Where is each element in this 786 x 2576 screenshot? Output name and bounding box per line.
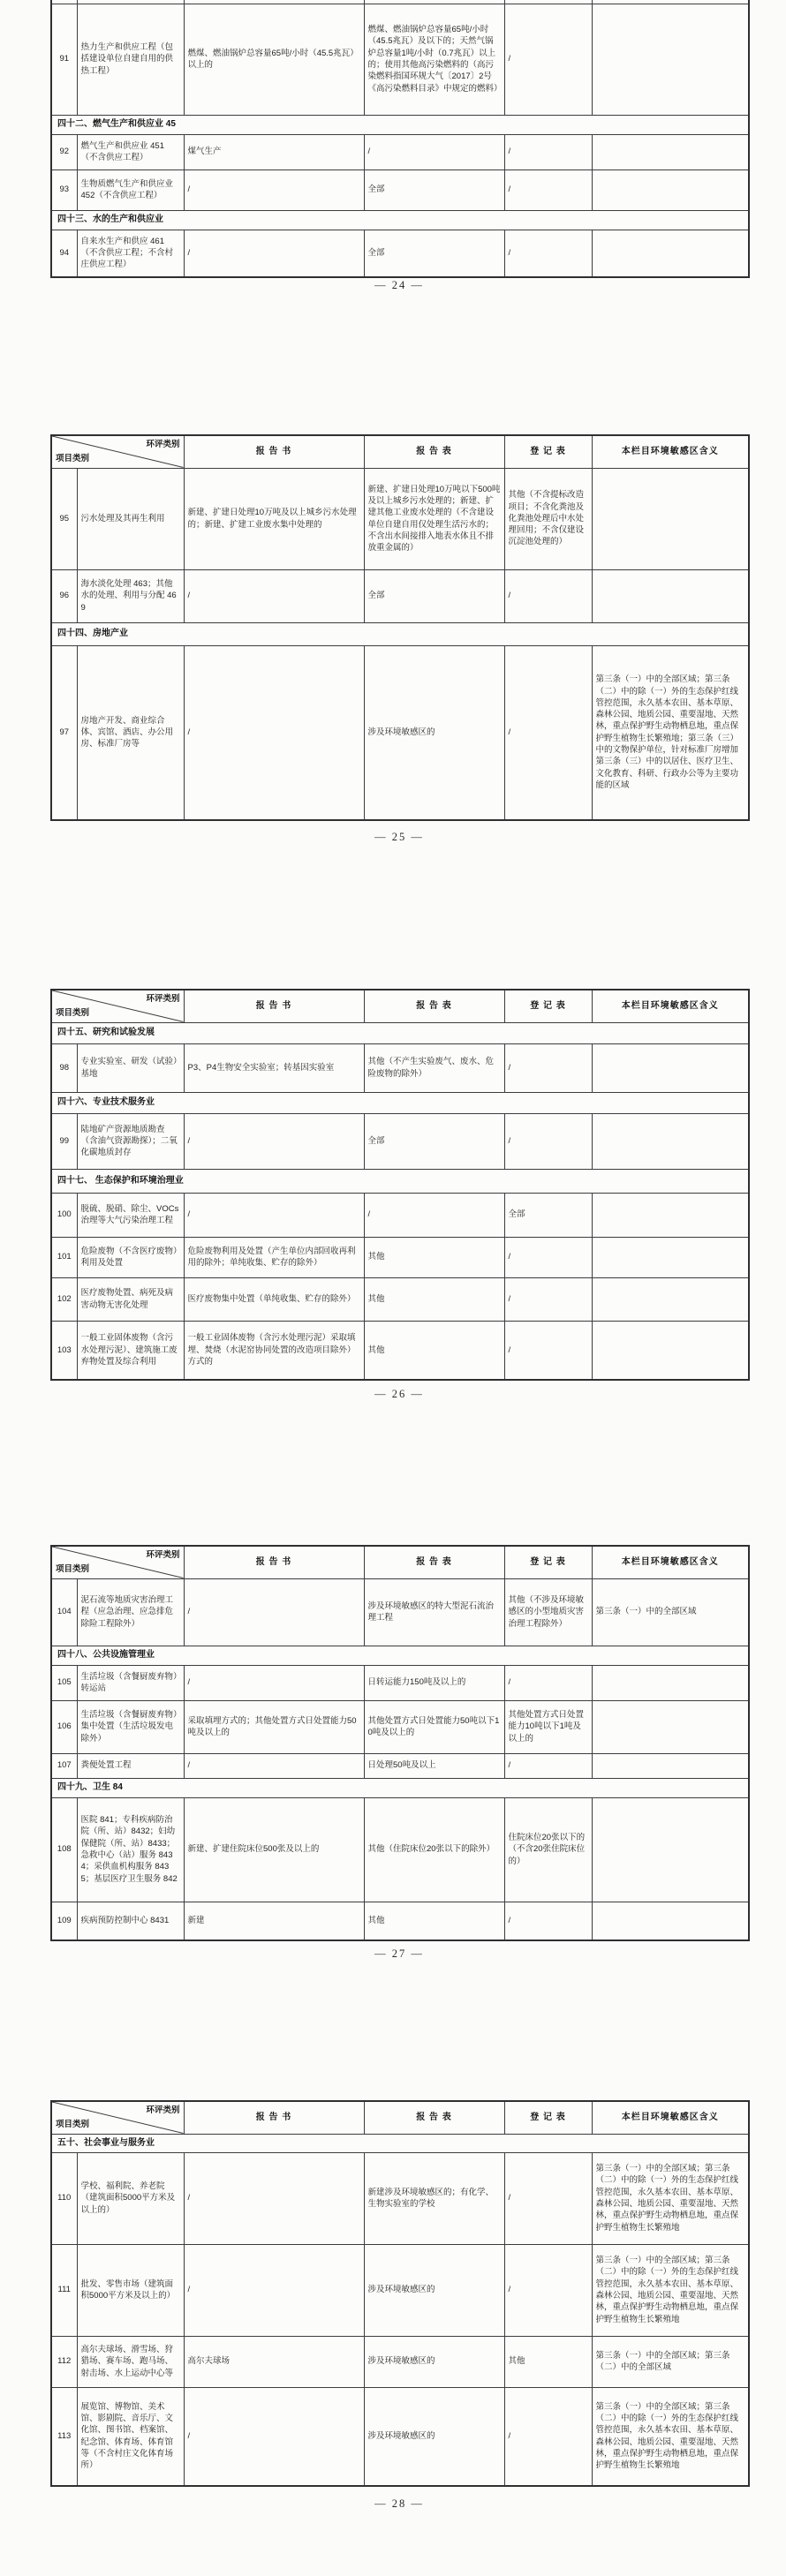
- row-number-cell: 97: [51, 645, 77, 820]
- row-number-cell: 102: [51, 1277, 77, 1321]
- project-category-cell: 自来水生产和供应 461（不含供应工程；不含村庄供应工程）: [77, 230, 184, 277]
- section-header-row: [51, 2134, 749, 2152]
- report-book-cell: 一般工业固体废物（含污水处理污泥）采取填埋、焚烧（水泥窑协同处置的改造项目除外）方式的: [184, 1321, 364, 1380]
- registration-form-cell: /: [504, 1902, 592, 1940]
- section-header-label: 四十五、研究和试验发展: [51, 1022, 749, 1043]
- report-form-cell: 全部: [364, 230, 504, 277]
- row-number-cell: 106: [51, 1700, 77, 1753]
- sensitive-area-meaning-cell: 第三条（一）中的全部区域；第三条（二）中的除（一）外的生态保护红线管控范围，永久基本农田、基本草原、森林公园、地质公园、重要湿地、天然林，重点保护野生动物栖息地，重点保护野生植物生长繁殖地: [592, 2152, 749, 2244]
- sensitive-area-meaning-cell: [592, 1113, 749, 1169]
- table-row: [51, 2336, 749, 2387]
- diagonal-header-cell: [51, 435, 184, 468]
- table-row: [51, 1237, 749, 1277]
- project-category-cell: 泥石流等地质灾害治理工程（应急治理、应急排危除险工程除外）: [77, 1578, 184, 1646]
- project-category-cell: 陆地矿产资源地质勘查（含油气资源勘探）；二氧化碳地质封存: [77, 1113, 184, 1169]
- project-category-cell: 医疗废物处置、病死及病害动物无害化处理: [77, 1277, 184, 1321]
- registration-form-cell: /: [504, 1665, 592, 1700]
- report-book-cell: 新建: [184, 1902, 364, 1940]
- table-row: [51, 1113, 749, 1169]
- table-row: [51, 1753, 749, 1778]
- registration-form-cell: 其他处置方式日处置能力10吨以下1吨及以上的: [504, 1700, 592, 1753]
- sensitive-area-meaning-cell: [592, 1193, 749, 1237]
- sensitive-area-meaning-cell: 第三条（一）中的全部区域；第三条（二）中的全部区域: [592, 2336, 749, 2387]
- eia-category-table-page-26: [50, 989, 750, 1381]
- registration-form-header: 登 记 表: [504, 1546, 592, 1578]
- sensitive-area-meaning-cell: 第三条（一）中的全部区域；第三条（二）中的除（一）外的生态保护红线管控范围，永久基本农田、基本草原、森林公园、地质公园、重要湿地、天然林，重点保护野生动物栖息地，重点保护野生植物生长繁殖地: [592, 2244, 749, 2336]
- section-header-label: 四十八、公共设施管理业: [51, 1646, 749, 1665]
- table-row: [51, 1700, 749, 1753]
- section-header-row: [51, 1778, 749, 1797]
- report-form-cell: 日转运能力150吨及以上的: [364, 1665, 504, 1700]
- report-form-header: 报 告 表: [364, 1546, 504, 1578]
- eia-category-table-page-28: [50, 2100, 750, 2487]
- report-book-header: 报 告 书: [184, 990, 364, 1022]
- table-header-row: [51, 435, 749, 468]
- sensitive-area-meaning-cell: [592, 169, 749, 210]
- sensitive-area-meaning-cell: [592, 1321, 749, 1380]
- report-book-cell: /: [184, 2244, 364, 2336]
- project-category-cell: 危险废物（不含医疗废物）利用及处置: [77, 1237, 184, 1277]
- project-category-cell: 高尔夫球场、滑雪场、狩猎场、赛车场、跑马场、射击场、水上运动中心等: [77, 2336, 184, 2387]
- registration-form-header: 登 记 表: [504, 435, 592, 468]
- project-category-cell: 医院 841；专科疾病防治院（所、站）8432；妇幼保健院（所、站）8433；急救中心（站）服务 8434；采供血机构服务 8435；基层医疗卫生服务 842: [77, 1797, 184, 1902]
- project-category-cell: 生活垃圾（含餐厨废弃物）集中处置（生活垃圾发电除外）: [77, 1700, 184, 1753]
- registration-form-cell: /: [504, 1043, 592, 1092]
- section-header-row: [51, 115, 749, 134]
- project-category-cell: 污水处理及其再生利用: [77, 468, 184, 569]
- report-form-cell: 其他: [364, 1902, 504, 1940]
- report-book-header: 报 告 书: [184, 2101, 364, 2134]
- row-number-cell: 93: [51, 169, 77, 210]
- row-number-cell: 96: [51, 569, 77, 622]
- registration-form-cell: /: [504, 1113, 592, 1169]
- page-footer: — 27 —: [374, 1947, 424, 1960]
- report-book-cell: 新建、扩建住院床位500张及以上的: [184, 1797, 364, 1902]
- row-number-cell: 100: [51, 1193, 77, 1237]
- eia-category-label: 环评类别: [146, 440, 180, 449]
- report-form-header: 报 告 表: [364, 435, 504, 468]
- page-footer: — 28 —: [374, 2497, 424, 2510]
- report-form-cell: 涉及环境敏感区的: [364, 645, 504, 820]
- registration-form-cell: /: [504, 1753, 592, 1778]
- eia-category-table-page-25: [50, 434, 750, 821]
- report-book-header: 报 告 书: [184, 435, 364, 468]
- table-row: [51, 2244, 749, 2336]
- report-form-cell: 涉及环境敏感区的: [364, 2336, 504, 2387]
- registration-form-cell: 全部: [504, 1193, 592, 1237]
- report-form-cell: 日处理50吨及以上: [364, 1753, 504, 1778]
- table-header-row: [51, 990, 749, 1022]
- table-header-row: [51, 1546, 749, 1578]
- table-row: [51, 1277, 749, 1321]
- registration-form-cell: /: [504, 4, 592, 115]
- sensitive-area-meaning-cell: [592, 1753, 749, 1778]
- table-row: [51, 1665, 749, 1700]
- report-book-cell: 新建、扩建日处理10万吨及以上城乡污水处理的；新建、扩建工业废水集中处理的: [184, 468, 364, 569]
- row-number-cell: 92: [51, 134, 77, 169]
- report-form-cell: 其他: [364, 1321, 504, 1380]
- row-number-cell: 104: [51, 1578, 77, 1646]
- section-header-row: [51, 1022, 749, 1043]
- project-category-cell: 房地产开发、商业综合体、宾馆、酒店、办公用房、标准厂房等: [77, 645, 184, 820]
- page-footer: — 25 —: [374, 831, 424, 843]
- project-category-cell: 热力生产和供应工程（包括建设单位自建自用的供热工程）: [77, 4, 184, 115]
- report-form-cell: 全部: [364, 1113, 504, 1169]
- table-row: [51, 468, 749, 569]
- report-form-cell: 全部: [364, 569, 504, 622]
- table-row: [51, 169, 749, 210]
- row-number-cell: 105: [51, 1665, 77, 1700]
- report-book-cell: /: [184, 645, 364, 820]
- project-category-cell: 海水淡化处理 463；其他水的处理、利用与分配 469: [77, 569, 184, 622]
- report-book-cell: /: [184, 2152, 364, 2244]
- section-header-label: 五十、社会事业与服务业: [51, 2134, 749, 2152]
- sensitive-area-meaning-cell: 第三条（一）中的全部区域；第三条（二）中的除（一）外的生态保护红线管控范围，永久基本农田、基本草原、森林公园、地质公园、重要湿地、天然林，重点保护野生动物栖息地，重点保护野生植物生长繁殖地；第三条（三）中的文物保护单位，针对标准厂房增加第三条（三）中的以居住、医疗卫生、文化教育、科研、行政办公等为主要功能的区域: [592, 645, 749, 820]
- table-row: [51, 4, 749, 115]
- sensitive-area-meaning-cell: [592, 1797, 749, 1902]
- report-form-cell: 新建涉及环境敏感区的；有化学、生物实验室的学校: [364, 2152, 504, 2244]
- table-row: [51, 2387, 749, 2486]
- registration-form-cell: /: [504, 2387, 592, 2486]
- registration-form-cell: /: [504, 2244, 592, 2336]
- section-header-row: [51, 1092, 749, 1113]
- registration-form-cell: /: [504, 645, 592, 820]
- registration-form-cell: /: [504, 230, 592, 277]
- report-book-cell: /: [184, 1665, 364, 1700]
- report-book-cell: /: [184, 2387, 364, 2486]
- registration-form-cell: /: [504, 1237, 592, 1277]
- table-row: [51, 645, 749, 820]
- report-book-cell: /: [184, 169, 364, 210]
- report-form-cell: 全部: [364, 169, 504, 210]
- report-form-cell: 其他: [364, 1237, 504, 1277]
- project-category-cell: 粪便处置工程: [77, 1753, 184, 1778]
- report-book-cell: /: [184, 1193, 364, 1237]
- table-row: [51, 230, 749, 277]
- sensitive-area-meaning-cell: [592, 4, 749, 115]
- report-form-cell: 其他（不产生实验废气、废水、危险废物的除外）: [364, 1043, 504, 1092]
- row-number-cell: 109: [51, 1902, 77, 1940]
- section-header-label: 四十三、水的生产和供应业: [51, 210, 749, 230]
- row-number-cell: 111: [51, 2244, 77, 2336]
- sensitive-area-meaning-cell: [592, 1043, 749, 1092]
- sensitive-area-meaning-cell: [592, 468, 749, 569]
- report-form-cell: 新建、扩建日处理10万吨以下500吨及以上城乡污水处理的；新建、扩建其他工业废水处理的（不含建设单位自建自用仅处理生活污水的；不含出水间接排入地表水体且不排放重金属的）: [364, 468, 504, 569]
- row-number-cell: 101: [51, 1237, 77, 1277]
- section-header-label: 四十七、 生态保护和环境治理业: [51, 1169, 749, 1193]
- row-number-cell: 110: [51, 2152, 77, 2244]
- project-category-cell: 生活垃圾（含餐厨废弃物）转运站: [77, 1665, 184, 1700]
- report-form-cell: /: [364, 1193, 504, 1237]
- registration-form-cell: 住院床位20张以下的（不含20张住院床位的）: [504, 1797, 592, 1902]
- table-row: [51, 1043, 749, 1092]
- registration-form-cell: /: [504, 2152, 592, 2244]
- sensitive-area-meaning-cell: [592, 1902, 749, 1940]
- sensitive-area-meaning-cell: [592, 230, 749, 277]
- diagonal-header-cell: [51, 990, 184, 1022]
- report-form-header: 报 告 表: [364, 990, 504, 1022]
- section-header-label: 四十六、专业技术服务业: [51, 1092, 749, 1113]
- project-category-cell: 生物质燃气生产和供应业 452（不含供应工程）: [77, 169, 184, 210]
- registration-form-header: 登 记 表: [504, 2101, 592, 2134]
- project-category-cell: 批发、零售市场（建筑面积5000平方米及以上的）: [77, 2244, 184, 2336]
- section-header-row: [51, 622, 749, 645]
- report-form-header: 报 告 表: [364, 2101, 504, 2134]
- project-category-cell: 学校、福利院、养老院（建筑面积5000平方米及以上的）: [77, 2152, 184, 2244]
- registration-form-cell: 其他: [504, 2336, 592, 2387]
- table-row: [51, 1578, 749, 1646]
- table-row: [51, 134, 749, 169]
- section-header-label: 四十九、卫生 84: [51, 1778, 749, 1797]
- table-header-row: [51, 2101, 749, 2134]
- registration-form-cell: 其他（不涉及环境敏感区的小型地质灾害治理工程除外）: [504, 1578, 592, 1646]
- section-header-row: [51, 210, 749, 230]
- report-book-cell: 医疗废物集中处置（单纯收集、贮存的除外）: [184, 1277, 364, 1321]
- report-book-cell: 采取填埋方式的；其他处置方式日处置能力50吨及以上的: [184, 1700, 364, 1753]
- registration-form-cell: /: [504, 169, 592, 210]
- diagonal-header-cell: [51, 2101, 184, 2134]
- sensitive-area-meaning-cell: 第三条（一）中的全部区域: [592, 1578, 749, 1646]
- eia-category-label: 环评类别: [146, 2105, 180, 2115]
- row-number-cell: 99: [51, 1113, 77, 1169]
- table-row: [51, 1902, 749, 1940]
- report-form-cell: /: [364, 134, 504, 169]
- table-row: [51, 569, 749, 622]
- table-row: [51, 1321, 749, 1380]
- eia-category-label: 环评类别: [146, 1550, 180, 1560]
- sensitive-area-meaning-header: 本栏目环境敏感区含义: [592, 1546, 749, 1578]
- registration-form-cell: /: [504, 134, 592, 169]
- project-category-label: 项目类别: [56, 454, 90, 464]
- sensitive-area-meaning-cell: [592, 1665, 749, 1700]
- registration-form-cell: /: [504, 1277, 592, 1321]
- eia-category-table-page-24: [50, 0, 750, 278]
- sensitive-area-meaning-cell: 第三条（一）中的全部区域；第三条（二）中的除（一）外的生态保护红线管控范围，永久基本农田、基本草原、森林公园、地质公园、重要湿地、天然林，重点保护野生动物栖息地，重点保护野生植物生长繁殖地: [592, 2387, 749, 2486]
- eia-category-label: 环评类别: [146, 994, 180, 1004]
- row-number-cell: 103: [51, 1321, 77, 1380]
- report-book-cell: /: [184, 1578, 364, 1646]
- report-book-cell: 煤气生产: [184, 134, 364, 169]
- project-category-cell: 疾病预防控制中心 8431: [77, 1902, 184, 1940]
- report-form-cell: 其他处置方式日处置能力50吨以下10吨及以上的: [364, 1700, 504, 1753]
- row-number-cell: 112: [51, 2336, 77, 2387]
- row-number-cell: 94: [51, 230, 77, 277]
- registration-form-cell: /: [504, 569, 592, 622]
- sensitive-area-meaning-header: 本栏目环境敏感区含义: [592, 2101, 749, 2134]
- registration-form-cell: /: [504, 1321, 592, 1380]
- sensitive-area-meaning-cell: [592, 1277, 749, 1321]
- report-form-cell: 涉及环境敏感区的: [364, 2387, 504, 2486]
- section-header-label: 四十二、燃气生产和供应业 45: [51, 115, 749, 134]
- row-number-cell: 108: [51, 1797, 77, 1902]
- table-row: [51, 1797, 749, 1902]
- eia-category-table-page-27: [50, 1545, 750, 1941]
- diagonal-header-cell: [51, 1546, 184, 1578]
- report-book-cell: /: [184, 569, 364, 622]
- sensitive-area-meaning-header: 本栏目环境敏感区含义: [592, 435, 749, 468]
- project-category-label: 项目类别: [56, 2120, 90, 2130]
- report-form-cell: 燃煤、燃油锅炉总容量65吨/小时（45.5兆瓦）及以下的；天然气锅炉总容量1吨/小时（0.7兆瓦）以上的；使用其他高污染燃料的（高污染燃料指国环规大气〔2017〕2号《高污染燃料目录》中规定的燃料）: [364, 4, 504, 115]
- report-book-header: 报 告 书: [184, 1546, 364, 1578]
- report-book-cell: 高尔夫球场: [184, 2336, 364, 2387]
- project-category-label: 项目类别: [56, 1008, 90, 1019]
- report-book-cell: 燃煤、燃油锅炉总容量65吨/小时（45.5兆瓦）以上的: [184, 4, 364, 115]
- page-footer: — 24 —: [374, 279, 424, 291]
- report-book-cell: /: [184, 1113, 364, 1169]
- page-footer: — 26 —: [374, 1388, 424, 1400]
- project-category-label: 项目类别: [56, 1564, 90, 1575]
- section-header-row: [51, 1646, 749, 1665]
- table-row: [51, 1193, 749, 1237]
- row-number-cell: 113: [51, 2387, 77, 2486]
- project-category-cell: 一般工业固体废物（含污水处理污泥）、建筑施工废弃物处置及综合利用: [77, 1321, 184, 1380]
- sensitive-area-meaning-cell: [592, 134, 749, 169]
- project-category-cell: 专业实验室、研发（试验）基地: [77, 1043, 184, 1092]
- table-row: [51, 2152, 749, 2244]
- project-category-cell: 燃气生产和供应业 451（不含供应工程）: [77, 134, 184, 169]
- report-form-cell: 涉及环境敏感区的: [364, 2244, 504, 2336]
- row-number-cell: 107: [51, 1753, 77, 1778]
- registration-form-header: 登 记 表: [504, 990, 592, 1022]
- report-form-cell: 涉及环境敏感区的特大型泥石流治理工程: [364, 1578, 504, 1646]
- row-number-cell: 91: [51, 4, 77, 115]
- report-book-cell: 危险废物利用及处置（产生单位内部回收再利用的除外；单纯收集、贮存的除外）: [184, 1237, 364, 1277]
- sensitive-area-meaning-cell: [592, 1237, 749, 1277]
- row-number-cell: 95: [51, 468, 77, 569]
- report-form-cell: 其他: [364, 1277, 504, 1321]
- registration-form-cell: 其他（不含提标改造项目；不含化粪池及化粪池处理后中水处理回用；不含仅建设沉淀池处理的）: [504, 468, 592, 569]
- project-category-cell: 展览馆、博物馆、美术馆、影剧院、音乐厅、文化馆、图书馆、档案馆、纪念馆、体育场、体育馆等（不含村庄文化体育场所）: [77, 2387, 184, 2486]
- report-book-cell: /: [184, 230, 364, 277]
- project-category-cell: 脱硫、脱硝、除尘、VOCs治理等大气污染治理工程: [77, 1193, 184, 1237]
- sensitive-area-meaning-cell: [592, 569, 749, 622]
- section-header-row: [51, 1169, 749, 1193]
- sensitive-area-meaning-cell: [592, 1700, 749, 1753]
- report-form-cell: 其他（住院床位20张以下的除外）: [364, 1797, 504, 1902]
- sensitive-area-meaning-header: 本栏目环境敏感区含义: [592, 990, 749, 1022]
- row-number-cell: 98: [51, 1043, 77, 1092]
- report-book-cell: /: [184, 1753, 364, 1778]
- report-book-cell: P3、P4生物安全实验室；转基因实验室: [184, 1043, 364, 1092]
- section-header-label: 四十四、房地产业: [51, 622, 749, 645]
